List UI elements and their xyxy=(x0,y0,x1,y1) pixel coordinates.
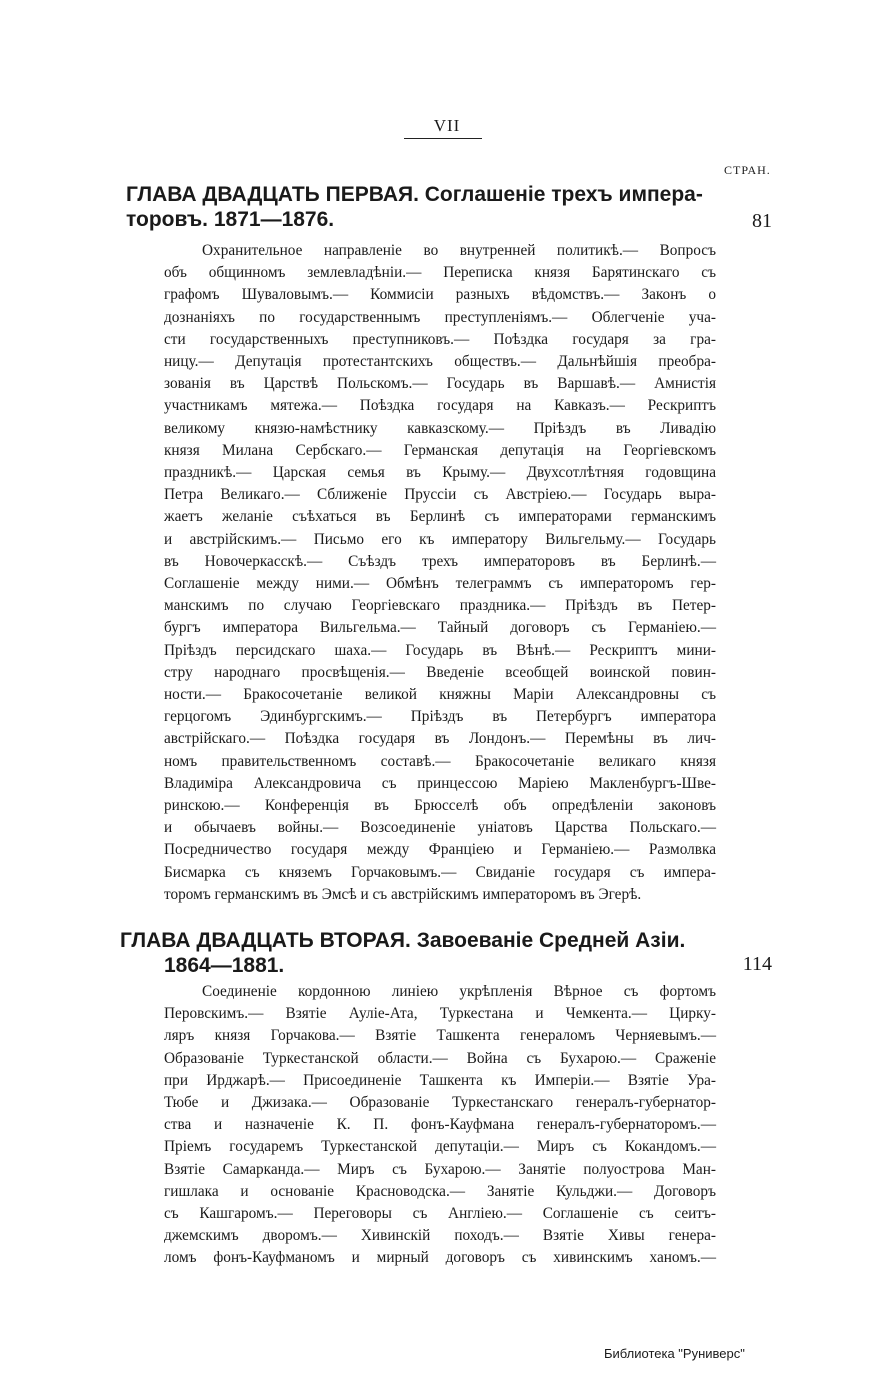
summary-line: Пріемъ государемъ Туркестанской депутаціи.— Миръ съ Кокандомъ.— xyxy=(164,1138,716,1156)
chapter-21-summary xyxy=(164,240,716,906)
chapter-21-title-line2: торовъ. 1871—1876. xyxy=(126,208,335,231)
summary-line: бургъ императора Вильгельма.— Тайный договоръ съ Германіею.— xyxy=(164,619,716,637)
summary-line: ности.— Бракосочетаніе великой княжны Маріи Александровны съ xyxy=(164,686,716,704)
summary-line: австрійскаго.— Поѣздка государя въ Лондонъ.— Перемѣны въ лич- xyxy=(164,730,716,748)
summary-line: при Ирджарѣ.— Присоединеніе Ташкента къ Имперіи.— Взятіе Ура- xyxy=(164,1071,716,1089)
chapter-22-page: 114 xyxy=(742,953,772,975)
summary-line: Соединеніе кордонною линіею укрѣпленія Вѣрное съ фортомъ xyxy=(202,983,716,1000)
summary-line: ства и назначеніе К. П. фонъ-Кауфмана генералъ-губернаторомъ.— xyxy=(164,1116,716,1134)
summary-line: въ Новочеркасскѣ.— Съѣздъ трехъ императоровъ въ Берлинѣ.— xyxy=(164,552,716,570)
chapter-21-title xyxy=(126,182,716,232)
summary-line: Тюбе и Джизака.— Образованіе Туркестанскаго генералъ-губернатор- xyxy=(164,1094,716,1112)
page-number-rule xyxy=(404,138,482,139)
summary-line: объ общинномъ землевладѣніи.— Переписка князя Барятинскаго съ xyxy=(164,264,716,282)
summary-line: Образованіе Туркестанской области.— Война съ Бухарою.— Сраженіе xyxy=(164,1049,716,1067)
chapter-21-title-line1: ГЛАВА ДВАДЦАТЬ ПЕРВАЯ. Соглашеніе трехъ импера- xyxy=(126,183,703,206)
chapter-22-title-line2: 1864—1881. xyxy=(164,954,285,977)
summary-line: зованія въ Царствѣ Польскомъ.— Государь въ Варшавѣ.— Амнистія xyxy=(164,375,716,393)
summary-line: дознаніяхъ по государственнымъ преступленіямъ.— Облегченіе уча- xyxy=(164,308,716,326)
summary-line: Бисмарка съ княземъ Горчаковымъ.— Свиданіе государя съ импера- xyxy=(164,863,716,881)
summary-line: Пріѣздъ персидскаго шаха.— Государь въ Вѣнѣ.— Рескриптъ мини- xyxy=(164,641,716,659)
summary-line: торомъ германскимъ въ Эмсѣ и съ австрійскимъ императоромъ въ Эгерѣ. xyxy=(164,885,642,903)
summary-line: Взятіе Самарканда.— Миръ съ Бухарою.— Занятіе полуострова Ман- xyxy=(164,1160,716,1178)
summary-line: ницу.— Депутація протестантскихъ обществъ.— Дальнѣйшія преобра- xyxy=(164,353,716,371)
summary-line: ломъ фонъ-Кауфманомъ и мирный договоръ съ хивинскимъ ханомъ.— xyxy=(164,1249,716,1267)
summary-line: Посредничество государя между Франціею и Германіею.— Размолвка xyxy=(164,841,716,859)
summary-line: герцогомъ Эдинбургскимъ.— Пріѣздъ въ Петербургъ императора xyxy=(164,708,716,726)
summary-line: великому князю-намѣстнику кавказскому.— Пріѣздъ въ Ливадію xyxy=(164,419,716,437)
page-number: VII xyxy=(433,116,461,135)
summary-line: манскимъ по случаю Георгіевскаго праздника.— Пріѣздъ въ Петер- xyxy=(164,597,716,615)
summary-line: Владиміра Александровича съ принцессою Маріею Макленбургъ-Шве- xyxy=(164,774,716,792)
summary-line: жаетъ желаніе съѣхаться въ Берлинѣ съ императорами германскимъ xyxy=(164,508,716,526)
summary-line: стру народнаго просвѣщенія.— Введеніе всеобщей воинской повин- xyxy=(164,663,716,681)
summary-line: Петра Великаго.— Сближеніе Пруссіи съ Австріею.— Государь выра- xyxy=(164,486,716,504)
summary-line: гишлака и основаніе Красноводска.— Занятіе Кульджи.— Договоръ xyxy=(164,1182,716,1200)
summary-line: и обычаевъ войны.— Возсоединеніе уніатовъ Царства Польскаго.— xyxy=(164,819,716,837)
chapter-21-page: 81 xyxy=(752,210,772,232)
summary-line: и австрійскимъ.— Письмо его къ императору Вильгельму.— Государь xyxy=(164,530,716,548)
summary-line: ринскою.— Конференція въ Брюсселѣ объ опредѣленіи законовъ xyxy=(164,797,716,815)
chapter-22-title-line1: ГЛАВА ДВАДЦАТЬ ВТОРАЯ. Завоеваніе Средней Азіи. xyxy=(120,929,686,952)
summary-line: джемскимъ дворомъ.— Хивинскій походъ.— Взятіе Хивы генера- xyxy=(164,1227,716,1245)
summary-line: графомъ Шуваловымъ.— Коммисіи разныхъ вѣдомствъ.— Законъ о xyxy=(164,286,716,304)
summary-line: Соглашеніе между ними.— Обмѣнъ телеграммъ съ императоромъ гер- xyxy=(164,575,716,593)
summary-line: Охранительное направленіе во внутренней политикѣ.— Вопросъ xyxy=(202,242,716,259)
summary-line: праздникѣ.— Царская семья въ Крыму.— Двухсотлѣтняя годовщина xyxy=(164,464,716,482)
summary-line: сти государственныхъ преступниковъ.— Поѣздка государя за гра- xyxy=(164,330,716,348)
library-watermark: Библиотека "Руниверс" xyxy=(604,1346,745,1361)
chapter-22-summary xyxy=(164,981,716,1270)
summary-line: князя Милана Сербскаго.— Германская депутація на Георгіевскомъ xyxy=(164,441,716,459)
chapter-22-title xyxy=(120,928,720,978)
summary-line: ляръ князя Горчакова.— Взятіе Ташкента генераломъ Черняевымъ.— xyxy=(164,1027,716,1045)
summary-line: участникамъ мятежа.— Поѣздка государя на Кавказъ.— Рескриптъ xyxy=(164,397,716,415)
summary-line: съ Кашгаромъ.— Переговоры съ Англіею.— Соглашеніе съ сеитъ- xyxy=(164,1205,716,1223)
summary-line: Перовскимъ.— Взятіе Ауліе-Ата, Туркестана и Чемкента.— Цирку- xyxy=(164,1005,716,1023)
summary-line: номъ правительственномъ составѣ.— Бракосочетаніе великаго князя xyxy=(164,752,716,770)
page-column-header: СТРАН. xyxy=(724,163,771,177)
